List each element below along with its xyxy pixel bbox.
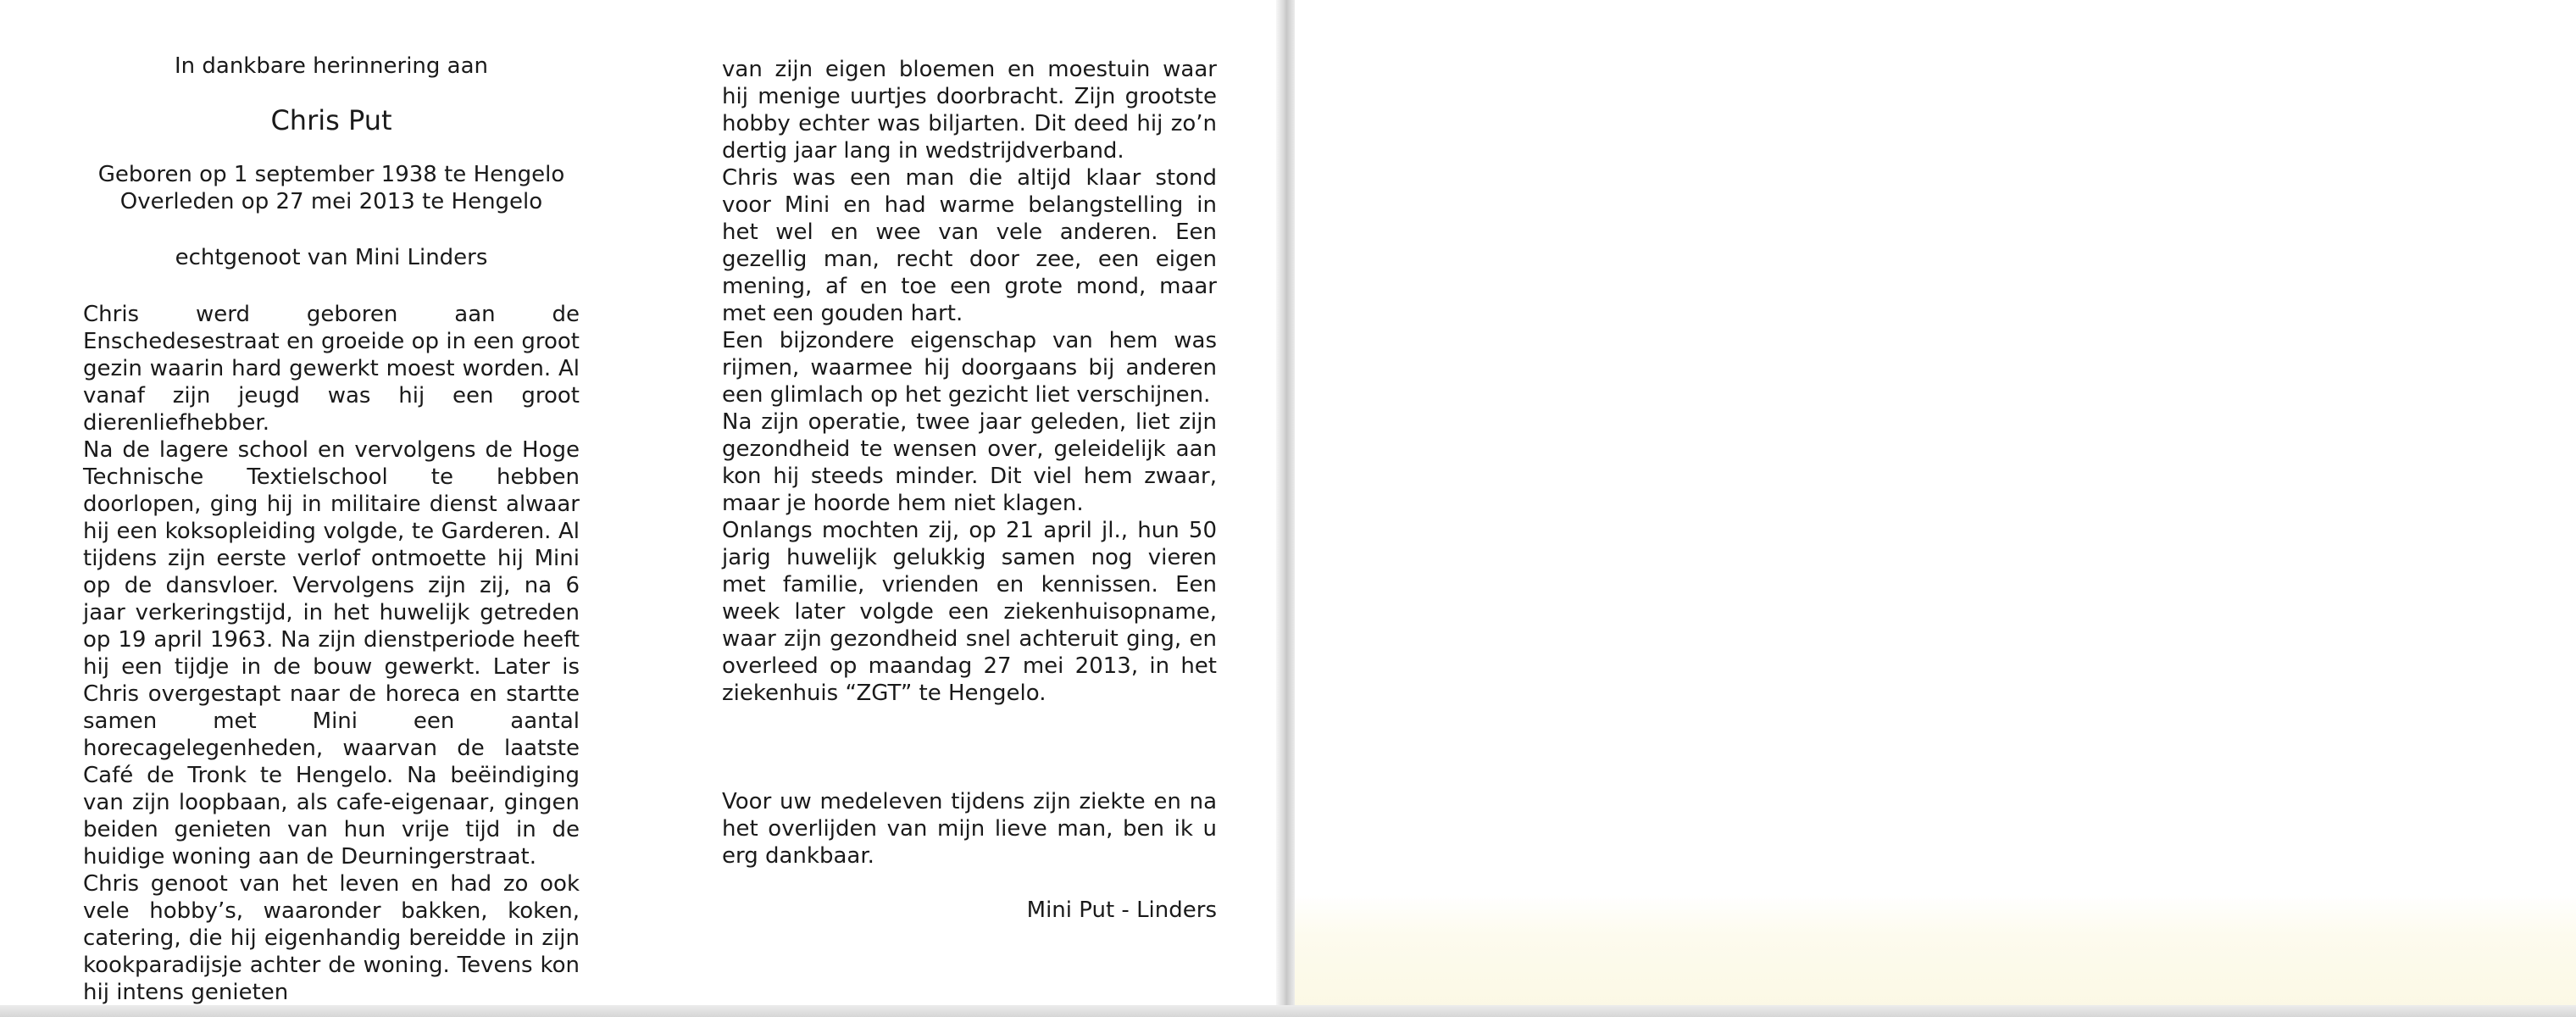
left-page xyxy=(0,0,1282,1017)
closing-text: Voor uw medeleven tijdens zijn ziekte en na het overlijden van mijn lieve man, ben ik u erg dankbaar. xyxy=(722,789,1217,869)
signature: Mini Put - Linders xyxy=(1026,898,1217,923)
paragraph: Chris was een man die altijd klaar stond voor Mini en had warme belangstelling in het wel en wee van vele anderen. Een gezellig man, recht door zee, een eigen mening, af en toe een grote mond, maar met een gouden hart. xyxy=(722,165,1217,326)
paragraph: Een bijzondere eigenschap van hem was rijmen, waarmee hij doorgaans bij anderen een glimlach op het gezicht liet verschijnen. xyxy=(722,328,1217,408)
right-column-text xyxy=(722,56,1217,707)
card-fold xyxy=(1276,0,1295,1017)
paragraph: Chris genoot van het leven en had zo ook vele hobby’s, waaronder bakken, koken, catering, die hij eigenhandig bereidde in zijn kookparadijsje achter de woning. Tevens kon hij intens genieten xyxy=(83,871,580,1005)
deceased-name: Chris Put xyxy=(270,104,392,136)
left-column-text xyxy=(83,301,580,1006)
life-dates xyxy=(83,161,580,215)
birth-line: Geboren op 1 september 1938 te Hengelo xyxy=(97,162,565,187)
paragraph: Na de lagere school en vervolgens de Hoge Technische Textielschool te hebben doorlopen, ging hij in militaire dienst alwaar hij een koksopleiding volgde, te Garderen. Al tijdens zijn eerste verlof ontmoette hij Mini op de dansvloer. Vervolgens zijn zij, na 6 jaar verkeringstijd, in het huwelijk getreden op 19 april 1963. Na zijn dienstperiode heeft hij een tijdje in de bouw gewerkt. Later is Chris overgestapt naar de horeca en startte samen met Mini een aantal horecagelegenheden, waarvan de laatste Café de Tronk te Hengelo. Na beëindiging van zijn loopbaan, als cafe-eigenaar, gingen beiden genieten van hun vrije tijd in de huidige woning aan de Deurningerstraat. xyxy=(83,437,580,870)
paragraph: Chris werd geboren aan de Enschedesestraat en groeide op in een groot gezin waarin hard gewerkt moest worden. Al vanaf zijn jeugd was hij een groot dierenliefhebber. xyxy=(83,302,580,436)
right-page xyxy=(1295,0,2576,1017)
paragraph: van zijn eigen bloemen en moestuin waar hij menige uurtjes doorbracht. Zijn grootste hobby echter was biljarten. Dit deed hij zo’n dertig jaar lang in wedstrijdverband. xyxy=(722,57,1217,164)
scan-bottom-edge xyxy=(0,1005,2576,1017)
death-line: Overleden op 27 mei 2013 te Hengelo xyxy=(119,189,543,214)
paragraph: Onlangs mochten zij, op 21 april jl., hun 50 jarig huwelijk gelukkig samen nog vieren met familie, vrienden en kennissen. Een week later volgde een ziekenhuisopname, waar zijn gezondheid snel achteruit ging, en overleed op maandag 27 mei 2013, in het ziekenhuis “ZGT” te Hengelo. xyxy=(722,518,1217,706)
paragraph: Na zijn operatie, twee jaar geleden, liet zijn gezondheid te wensen over, geleidelijk aan kon hij steeds minder. Dit viel hem zwaar, maar je hoorde hem niet klagen. xyxy=(722,409,1217,516)
intro-line: In dankbare herinnering aan xyxy=(174,53,489,79)
spouse-line: echtgenoot van Mini Linders xyxy=(175,245,488,270)
